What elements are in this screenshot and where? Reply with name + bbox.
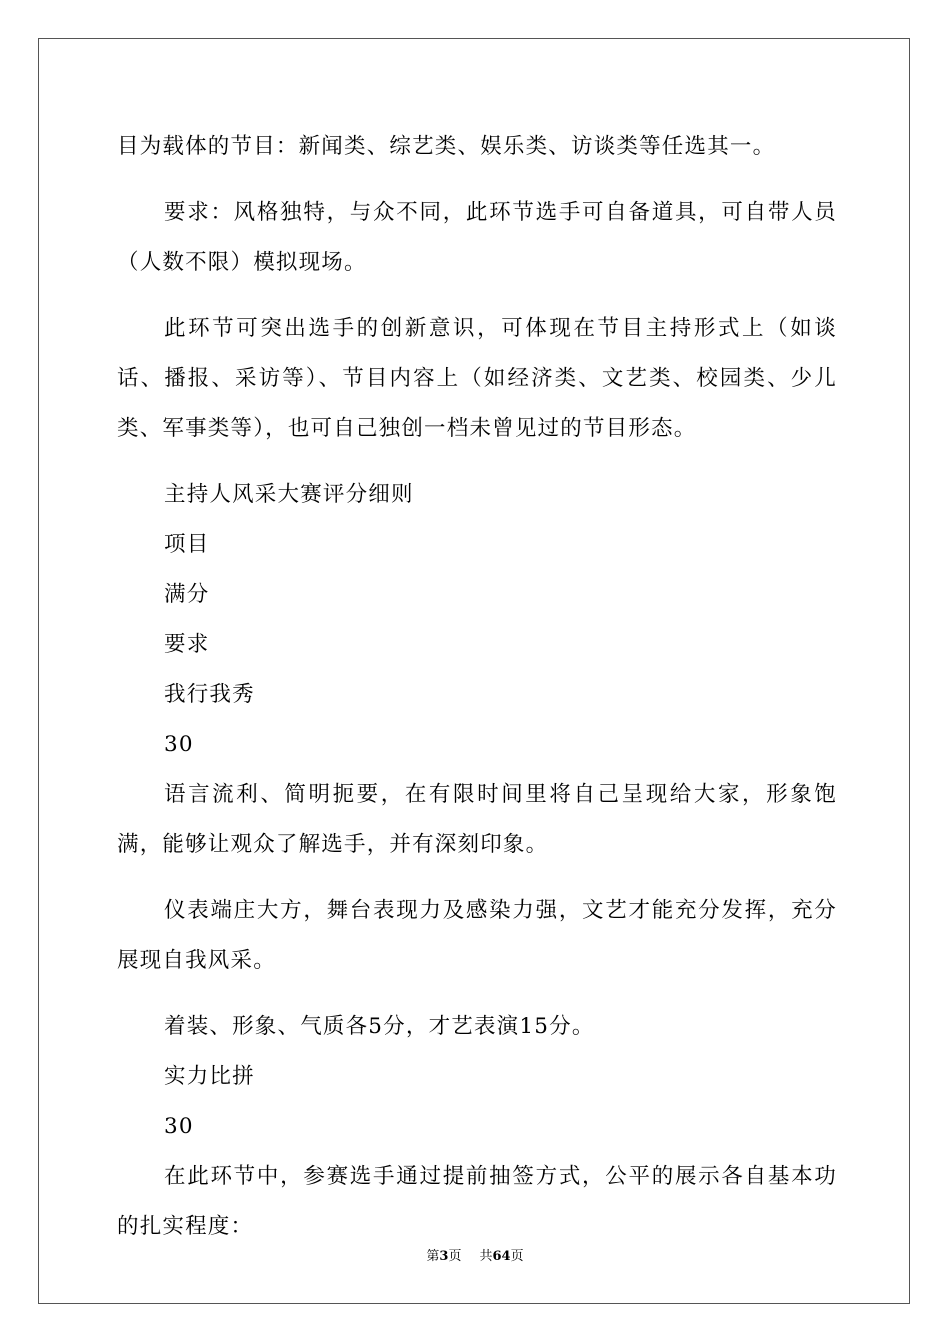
paragraph-requirements: 要求：风格独特，与众不同，此环节选手可自备道具，可自带人员（人数不限）模拟现场。 [117,200,837,275]
heading-scoring-rules: 主持人风采大赛评分细则 [164,482,414,507]
paragraph-language-requirement: 语言流利、简明扼要，在有限时间里将自己呈现给大家，形象饱满，能够让观众了解选手，并有深刻印象。 [117,782,837,857]
total-suffix: 页 [510,1249,524,1264]
paragraph-program-types: 目为载体的节目：新闻类、综艺类、娱乐类、访谈类等任选其一。 [117,134,776,159]
paragraph-lottery: 在此环节中，参赛选手通过提前抽签方式，公平的展示各自基本功的扎实程度： [117,1164,837,1239]
document-body [117,122,837,1268]
score-show-yourself: 30 [164,732,194,757]
score-strength-contest: 30 [164,1114,194,1139]
table-header-requirement: 要求 [164,632,210,657]
table-header-full-score: 满分 [164,582,210,607]
total-prefix: 共 [479,1249,493,1264]
paragraph-innovation: 此环节可突出选手的创新意识，可体现在节目主持形式上（如谈话、播报、采访等）、节目内容上（如经济类、文艺类、校园类、少儿类、军事类等），也可自己独创一档未曾见过的节目形态。 [117,316,837,441]
paragraph-score-breakdown: 着装、形象、气质各5分，才艺表演15分。 [164,1014,595,1039]
paragraph-appearance-requirement: 仪表端庄大方，舞台表现力及感染力强，文艺才能充分发挥，充分展现自我风采。 [117,898,837,973]
item-show-yourself: 我行我秀 [164,682,255,707]
page-footer [0,1247,950,1267]
page-prefix: 第 [426,1249,440,1264]
item-strength-contest: 实力比拼 [164,1064,255,1089]
page-number: 3 [439,1249,449,1264]
page-suffix: 页 [448,1249,462,1264]
total-pages: 64 [492,1249,511,1264]
table-header-item: 项目 [164,532,210,557]
